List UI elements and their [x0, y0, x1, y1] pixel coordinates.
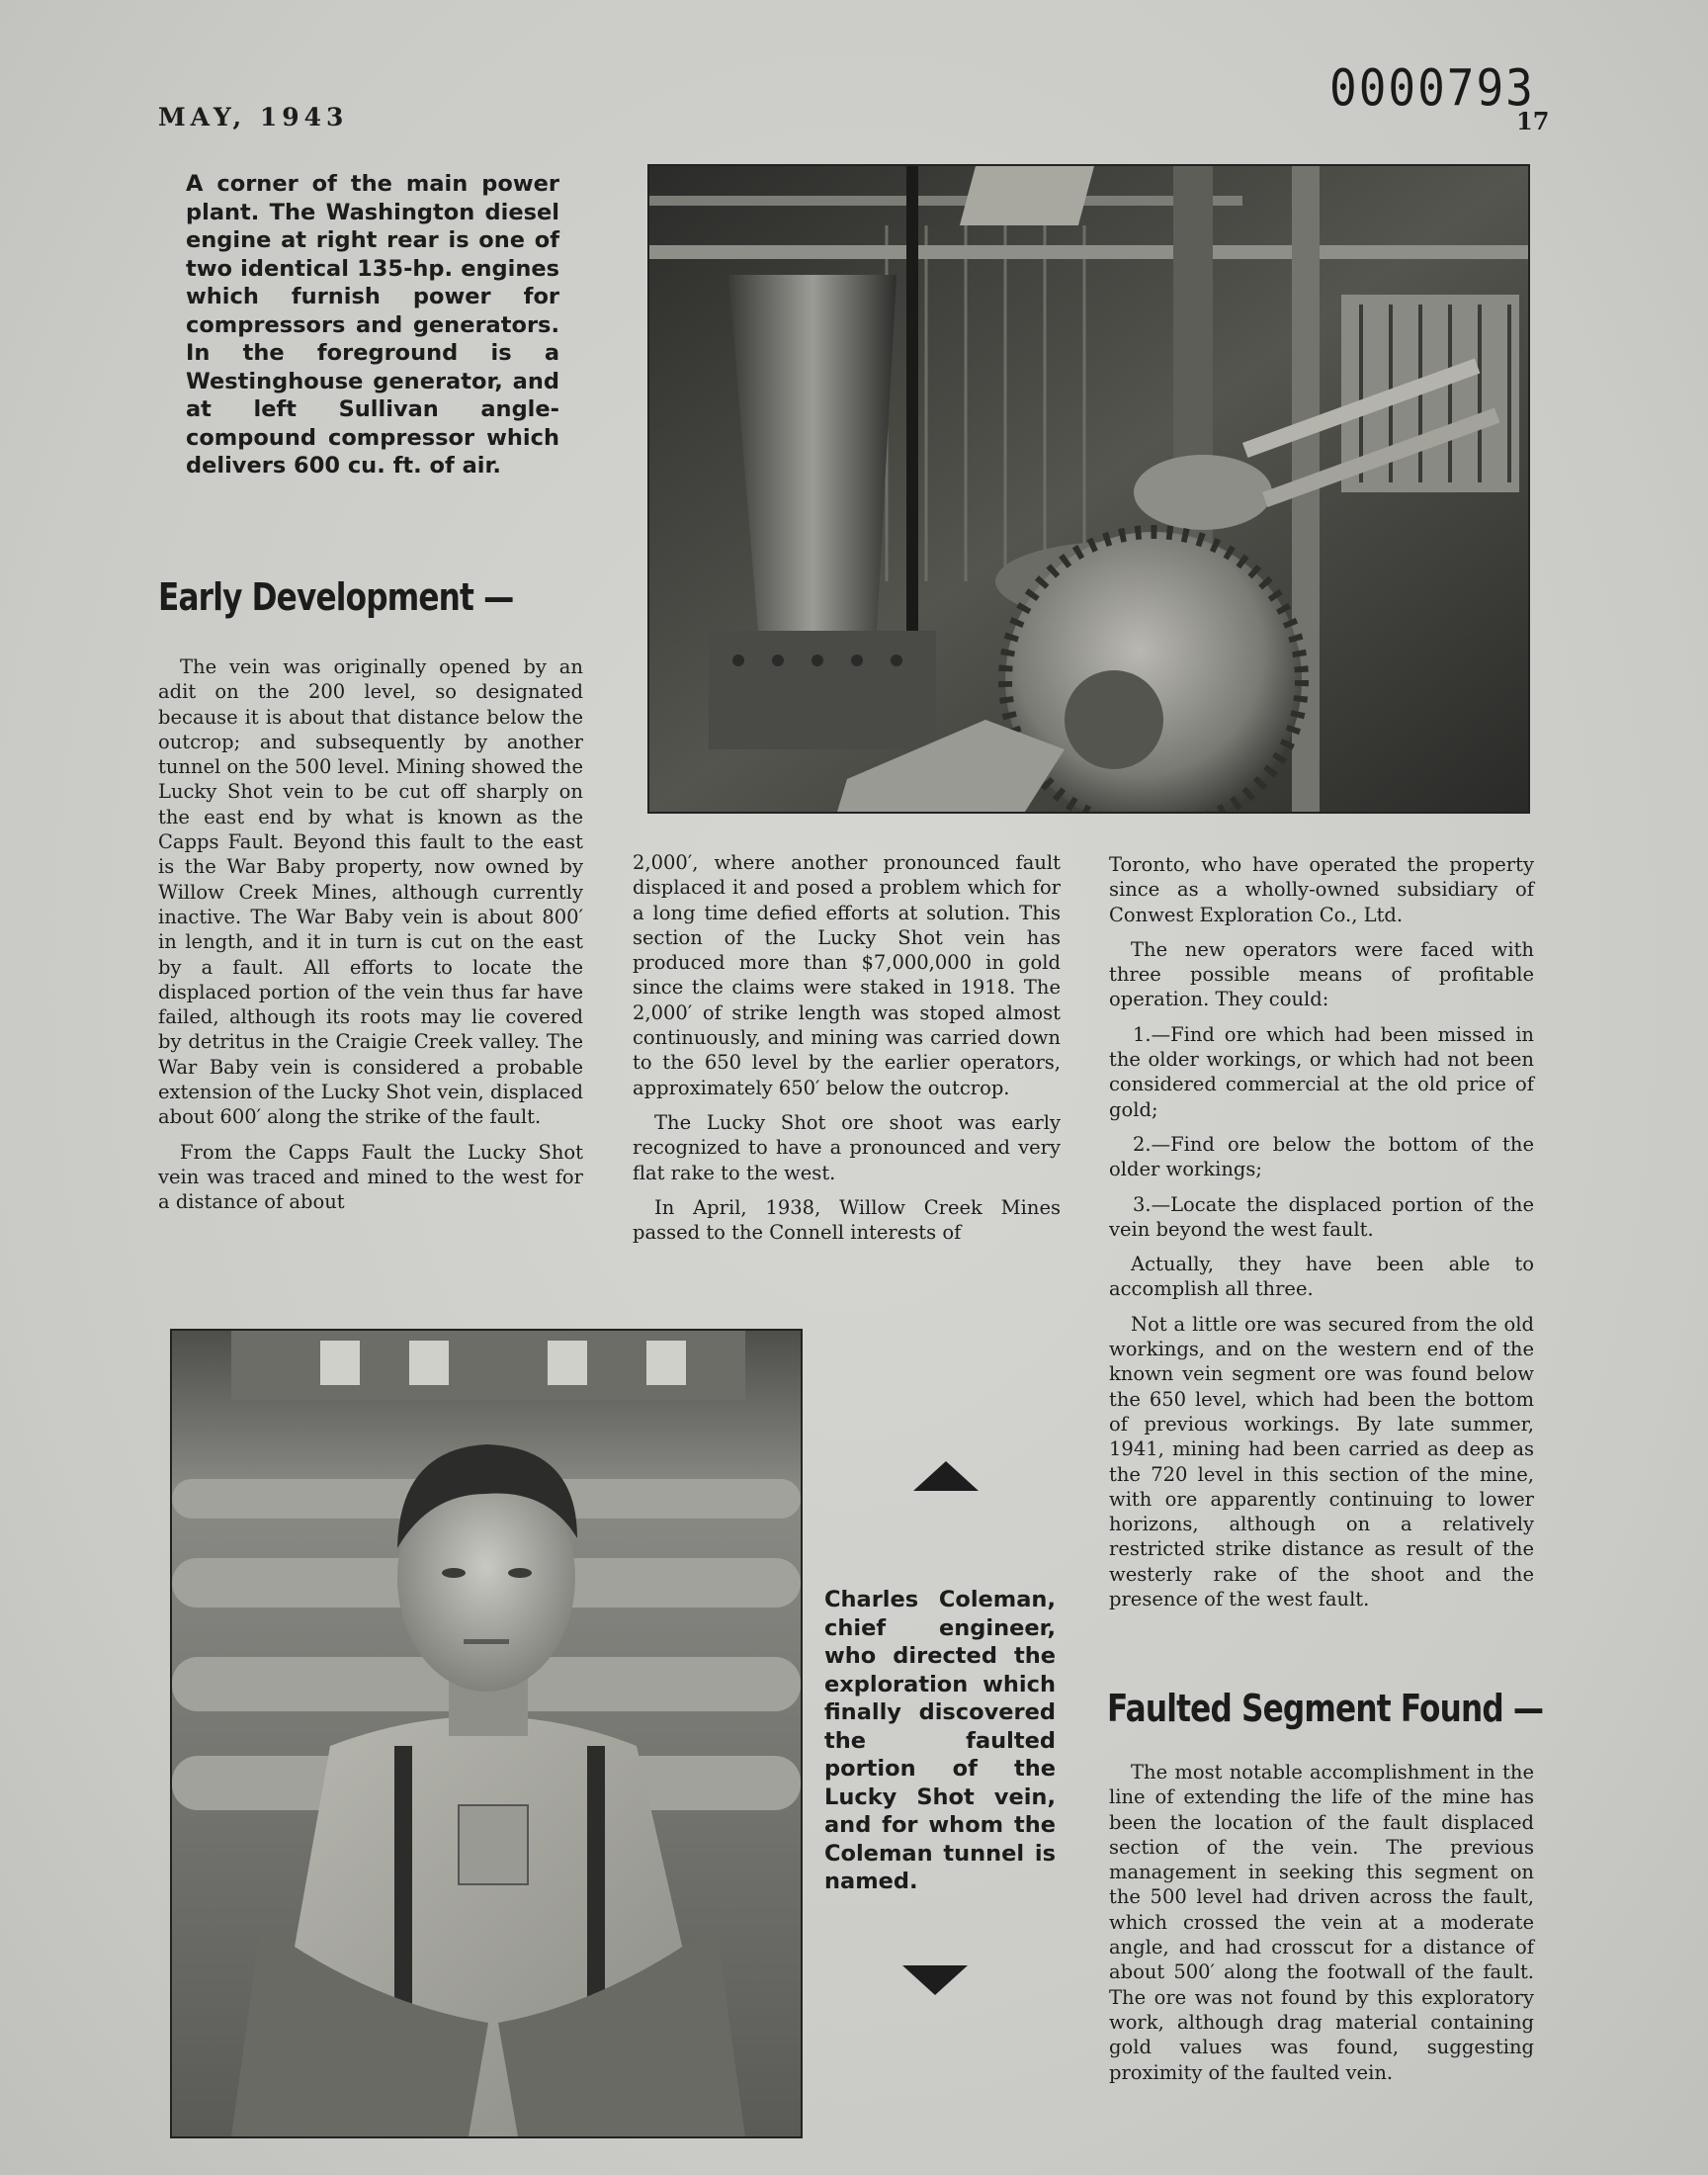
paragraph: From the Capps Fault the Lucky Shot vein was traced and mined to the west for a distance of about [158, 1140, 583, 1214]
coleman-caption: Charles Coleman, chief engineer, who directed the exploration which finally discovered the faulted portion of the Lucky Shot vein, and for whom the Coleman tunnel is named. [824, 1587, 1056, 1894]
paragraph: 2,000′, where another pronounced fault displaced it and posed a problem which for a long time defied efforts at solution. This section of the Lucky Shot vein has produced more than $7,000,000 in gold since the claims were staked in 1918. The 2,000′ of strike length was stoped almost continuously, and mining was carried down to the 650 level by the earlier operators, approximately 650′ below the outcrop. [633, 851, 1061, 1099]
paragraph: Toronto, who have operated the property since as a wholly-owned subsidiary of Conwest Exploration Co., Ltd. [1109, 853, 1534, 926]
paragraph: The new operators were faced with three possible means of profitable operation. They could: [1109, 937, 1534, 1011]
charles-coleman-photo [170, 1329, 803, 2138]
article-column-middle [633, 850, 1061, 1255]
power-plant-caption: A corner of the main power plant. The Washington diesel engine at right rear is one of two identical 135-hp. engines which furnish power for compressors and generators. In the foreground is a Westinghouse generator, and at left Sullivan angle-compound compressor which delivers 600 cu. ft. of air. [186, 171, 559, 478]
article-column-right-top [1109, 852, 1534, 1621]
power-plant-photo [647, 164, 1530, 814]
section-heading-faulted-segment: Faulted Segment Found — [1107, 1687, 1544, 1730]
paragraph: The Lucky Shot ore shoot was early recognized to have a pronounced and very flat rake to the west. [633, 1110, 1061, 1184]
list-item: 1.—Find ore which had been missed in the older workings, or which had not been considered commercial at the old price of gold; [1109, 1022, 1534, 1121]
paragraph: The vein was originally opened by an adit on the 200 level, so designated because it is about that distance below the outcrop; and subsequently by another tunnel on the 500 level. Mining showed the Lucky Shot vein to be cut off sharply on the east end by what is known as the Capps Fault. Beyond this fault to the east is the War Baby property, now owned by Willow Creek Mines, although currently inactive. The War Baby vein is about 800′ in length, and it in turn is cut on the east by a fault. All efforts to locate the displaced portion of the vein thus far have failed, although its roots may lie covered by detritus in the Craigie Creek valley. The War Baby vein is considered a probable extension of the Lucky Shot vein, displaced about 600′ along the strike of the fault. [158, 655, 583, 1129]
list-item: 2.—Find ore below the bottom of the older workings; [1109, 1132, 1534, 1181]
list-item: 3.—Locate the displaced portion of the vein beyond the west fault. [1109, 1192, 1534, 1241]
paragraph: Not a little ore was secured from the old workings, and on the western end of the known vein segment ore was found below the 650 level, which had been the bottom of previous workings. By late summer, 1941, mining had been carried as deep as the 720 level in this section of the mine, with ore apparently continuing to lower horizons, although on a relatively restricted strike distance as result of the westerly rake of the shoot and the presence of the west fault. [1109, 1312, 1534, 1611]
page-number: 17 [1516, 107, 1550, 135]
paragraph: The most notable accomplishment in the line of extending the life of the mine has been the location of the fault displaced section of the vein. The previous management in seeking this segment on the 500 level had driven across the fault, which crossed the vein at a moderate angle, and had crosscut for a distance of about 500′ along the footwall of the fault. The ore was not found by this exploratory work, although drag material containing gold values was found, suggesting proximity of the faulted vein. [1109, 1761, 1534, 2084]
section-heading-early-development: Early Development — [158, 575, 514, 619]
archive-stamp-number: 0000793 [1329, 58, 1535, 118]
header-date: MAY, 1943 [158, 103, 349, 131]
paragraph: In April, 1938, Willow Creek Mines passed to the Connell interests of [633, 1195, 1061, 1245]
triangle-up-icon [913, 1461, 979, 1491]
paragraph: Actually, they have been able to accomplish all three. [1109, 1253, 1534, 1301]
triangle-down-icon [902, 1965, 968, 1995]
article-column-right-bottom [1109, 1760, 1534, 2095]
article-column-left [158, 654, 583, 1225]
